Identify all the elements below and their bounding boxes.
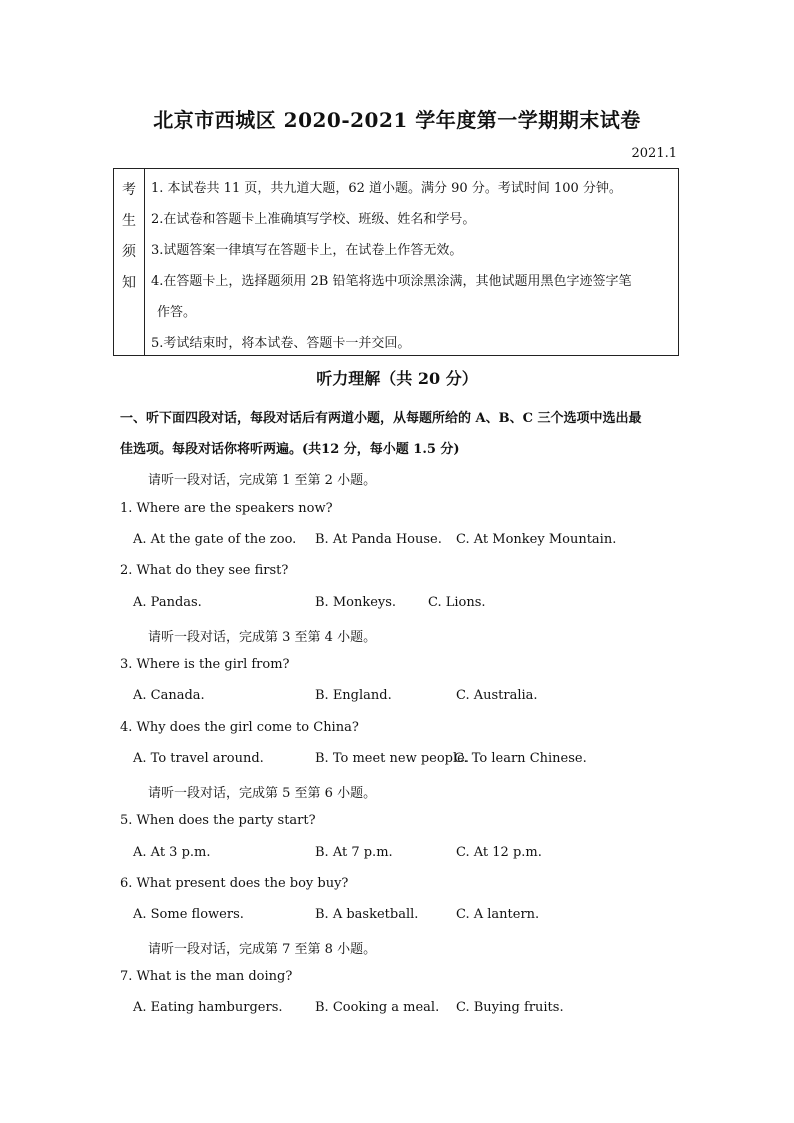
notice-line: 5.考试结束时，将本试卷、答题卡一并交回。 <box>151 336 411 351</box>
dialogue-instruction: 请听一段对话，完成第 3 至第 4 小题。 <box>148 630 377 645</box>
option-c: C. A lantern. <box>456 907 540 922</box>
notice-box <box>113 168 679 356</box>
option-c: C. Lions. <box>428 595 486 610</box>
notice-line: 2.在试卷和答题卡上准确填写学校、班级、姓名和学号。 <box>151 212 476 227</box>
option-a: A. Eating hamburgers. <box>133 1000 283 1015</box>
option-b: B. A basketball. <box>315 907 419 922</box>
dialogue-instruction: 请听一段对话，完成第 1 至第 2 小题。 <box>148 473 377 488</box>
notice-label <box>114 169 145 355</box>
notice-line: 3.试题答案一律填写在答题卡上，在试卷上作答无效。 <box>151 243 463 258</box>
question-text: 5. When does the party start? <box>120 813 316 828</box>
option-a: A. At 3 p.m. <box>133 845 211 860</box>
question-text: 3. Where is the girl from? <box>120 657 290 672</box>
option-b: B. At 7 p.m. <box>315 845 393 860</box>
option-a: A. Pandas. <box>133 595 202 610</box>
section-instruction: 佳选项。每段对话你将听两遍。(共12 分，每小题 1.5 分) <box>120 442 460 457</box>
question-text: 1. Where are the speakers now? <box>120 501 333 516</box>
notice-label-char: 知 <box>122 275 136 291</box>
notice-label-char: 考 <box>122 182 136 198</box>
notice-label-char: 生 <box>122 213 136 229</box>
question-text: 7. What is the man doing? <box>120 969 293 984</box>
option-b: B. Monkeys. <box>315 595 397 610</box>
option-a: A. To travel around. <box>133 751 264 766</box>
notice-label-char: 须 <box>122 244 136 260</box>
notice-line: 作答。 <box>157 305 197 320</box>
option-b: B. Cooking a meal. <box>315 1000 440 1015</box>
dialogue-instruction: 请听一段对话，完成第 5 至第 6 小题。 <box>148 786 377 801</box>
option-a: A. Canada. <box>133 688 205 703</box>
notice-body <box>145 169 678 355</box>
question-text: 2. What do they see first? <box>120 563 289 578</box>
question-text: 6. What present does the boy buy? <box>120 876 349 891</box>
option-c: C. Buying fruits. <box>456 1000 564 1015</box>
option-c: C. Australia. <box>456 688 538 703</box>
option-b: B. To meet new people. <box>315 751 469 766</box>
option-a: A. Some flowers. <box>133 907 244 922</box>
dialogue-instruction: 请听一段对话，完成第 7 至第 8 小题。 <box>148 942 377 957</box>
option-c: C. At Monkey Mountain. <box>456 532 617 547</box>
option-c: C. To learn Chinese. <box>454 751 587 766</box>
notice-line: 1. 本试卷共 11 页，共九道大题，62 道小题。满分 90 分。考试时间 100 分钟。 <box>151 181 622 196</box>
option-a: A. At the gate of the zoo. <box>133 532 297 547</box>
page-title: 北京市西城区 2020-2021 学年度第一学期期末试卷 <box>153 108 641 132</box>
option-b: B. At Panda House. <box>315 532 442 547</box>
section-instruction: 一、听下面四段对话，每段对话后有两道小题，从每题所给的 A、B、C 三个选项中选出最 <box>120 411 642 426</box>
option-b: B. England. <box>315 688 392 703</box>
option-c: C. At 12 p.m. <box>456 845 542 860</box>
question-text: 4. Why does the girl come to China? <box>120 720 359 735</box>
section-title: 听力理解（共 20 分） <box>316 369 478 388</box>
exam-date: 2021.1 <box>631 146 677 161</box>
notice-line: 4.在答题卡上，选择题须用 2B 铅笔将选中项涂黑涂满，其他试题用黑色字迹签字笔 <box>151 274 632 289</box>
